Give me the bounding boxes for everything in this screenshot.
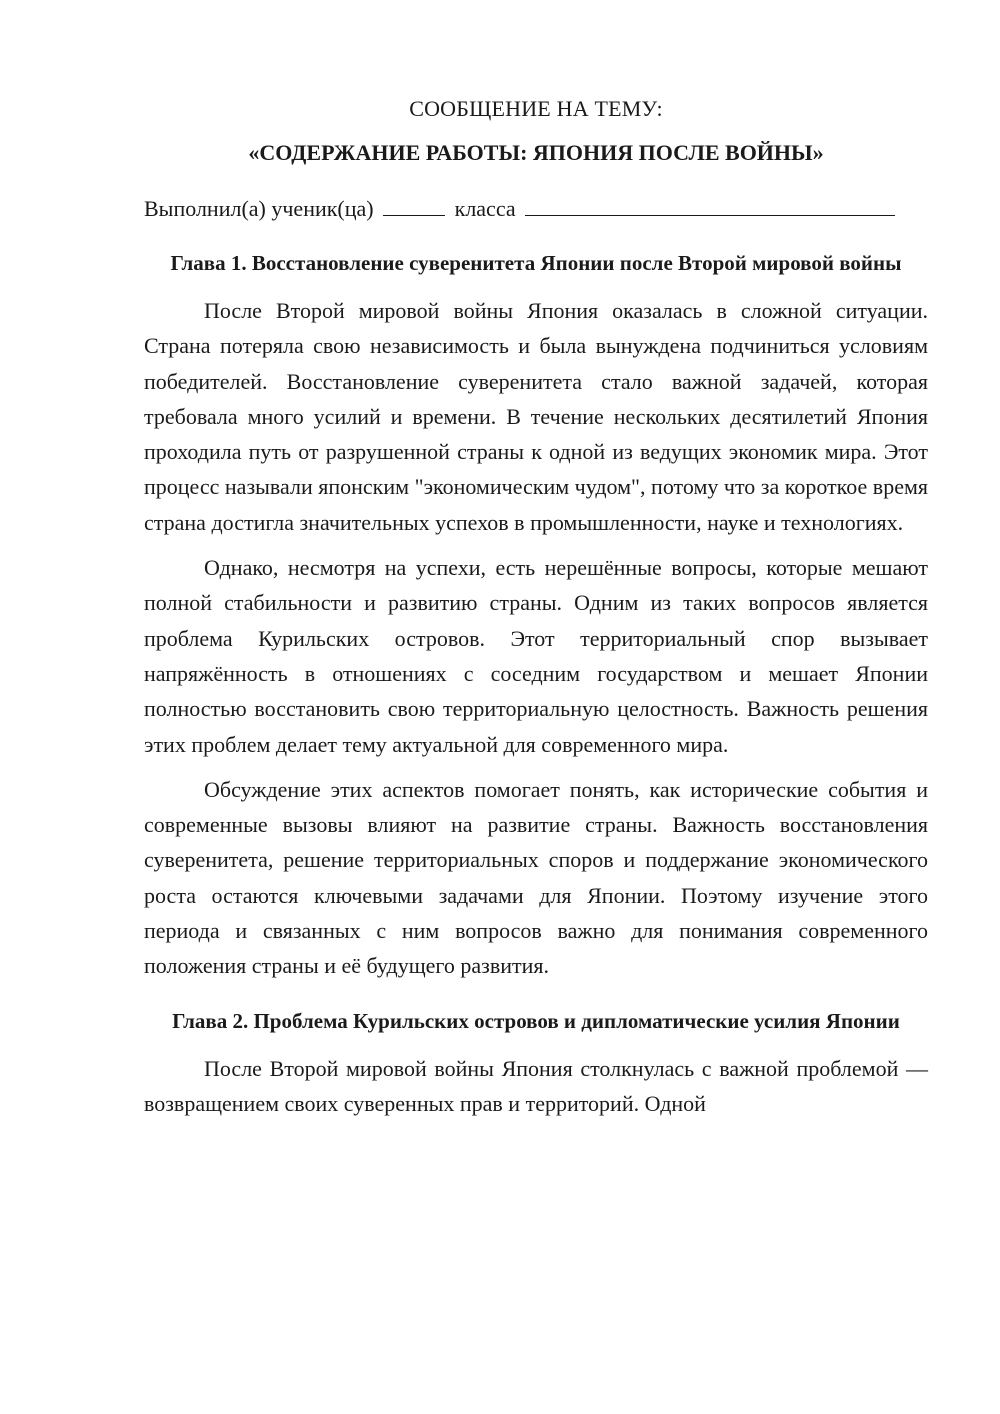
chapter-1-title: Глава 1. Восстановление суверенитета Японии после Второй мировой войны [170, 251, 902, 275]
document-page [144, 92, 928, 1131]
chapter-1-paragraph: Однако, несмотря на успехи, есть нерешённые вопросы, которые мешают полной стабильности и развитию страны. Одним из таких вопросов является проблема Курильских островов. Этот территориальный спор вызывает напряжённость в отношениях с соседним государством и мешает Японии полностью восстановить свою территориальную целостность. Важность решения этих проблем делает тему актуальной для современного мира. [144, 555, 928, 757]
chapter-2-paragraph: После Второй мировой войны Япония столкнулась с важной проблемой — возвращением своих суверенных прав и территорий. Одной [144, 1055, 928, 1116]
chapter-1-paragraph: Обсуждение этих аспектов помогает понять, как исторические события и современные вызовы влияют на развитие страны. Важность восстановления суверенитета, решение территориальных споров и поддержание экономического роста остаются ключевыми задачами для Японии. Поэтому изучение этого периода и связанных с ним вопросов важно для понимания современного положения страны и её будущего развития. [144, 776, 928, 979]
student-name-blank [525, 193, 895, 216]
author-prefix: Выполнил(а) ученик(ца) [144, 196, 374, 221]
chapter-1-paragraph: После Второй мировой войны Япония оказалась в сложной ситуации. Страна потеряла свою независимость и была вынуждена подчиниться условиям победителей. Восстановление суверенитета стало важной задачей, которая требовала много усилий и времени. В течение нескольких десятилетий Япония проходила путь от разрушенной страны к одной из ведущих экономик мира. Этот процесс называли японским "экономическим чудом", потому что за короткое время страна достигла значительных успехов в промышленности, науке и технологиях. [144, 298, 928, 535]
author-line [144, 192, 928, 226]
class-number-blank [383, 193, 445, 216]
chapter-2-title: Глава 2. Проблема Курильских островов и дипломатические усилия Японии [172, 1008, 900, 1033]
report-label: СООБЩЕНИЕ НА ТЕМУ: [409, 96, 663, 121]
class-label: класса [454, 196, 516, 221]
report-title: «СОДЕРЖАНИЕ РАБОТЫ: ЯПОНИЯ ПОСЛЕ ВОЙНЫ» [248, 140, 824, 165]
